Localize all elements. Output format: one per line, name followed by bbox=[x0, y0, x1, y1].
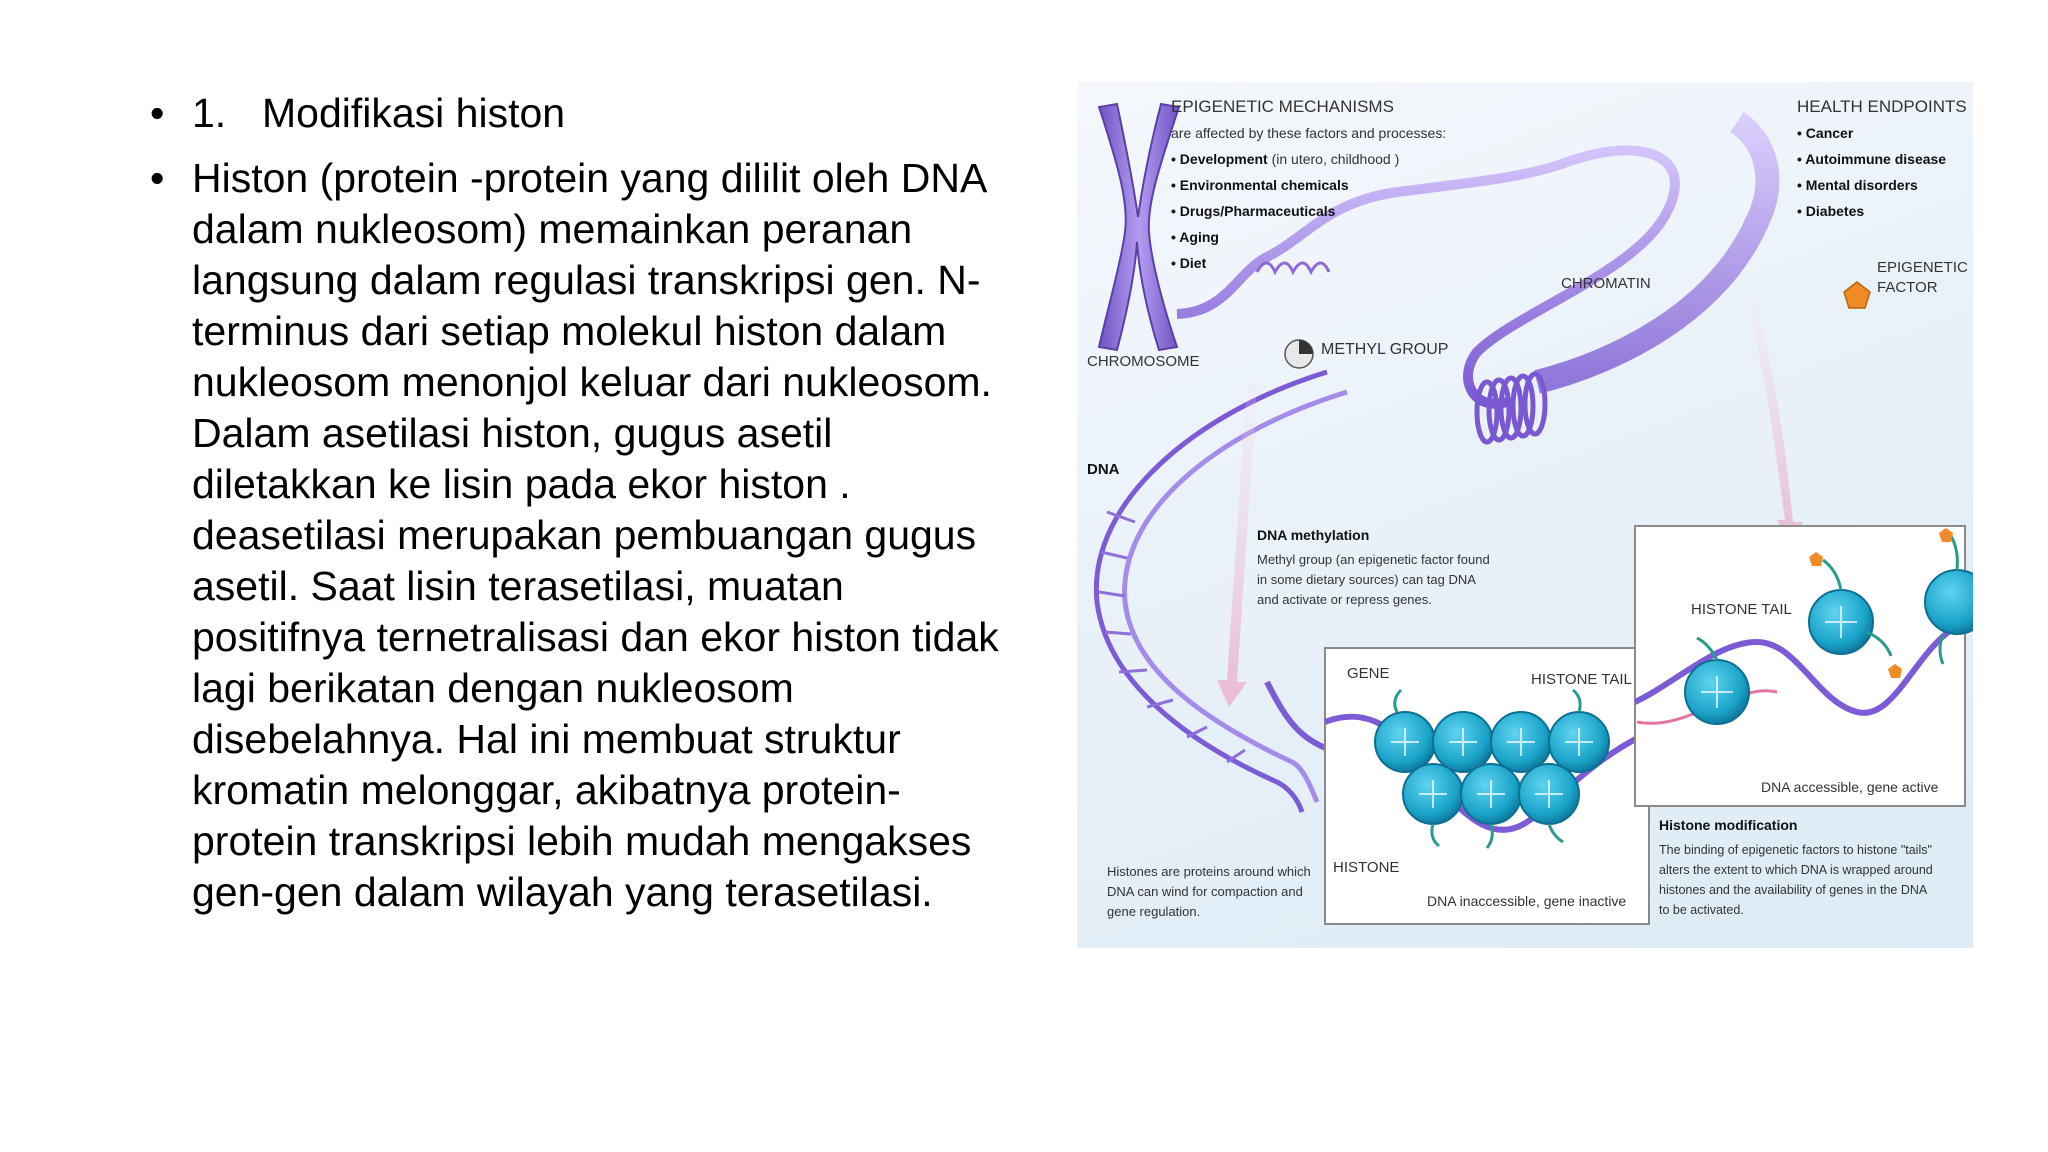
health-endpoints-list bbox=[1797, 125, 1946, 219]
histone-modification-line: histones and the availability of genes in the DNA bbox=[1659, 883, 1928, 897]
bullet-number: 1. bbox=[192, 90, 227, 136]
histones-note-line: DNA can wind for compaction and bbox=[1107, 884, 1303, 899]
gene-label: GENE bbox=[1347, 665, 1390, 682]
histone-tail-label: HISTONE TAIL bbox=[1531, 671, 1632, 688]
active-gene-box bbox=[1635, 526, 1973, 806]
mechanisms-subtitle: are affected by these factors and processes: bbox=[1171, 125, 1447, 141]
epigenetics-diagram bbox=[1077, 82, 1973, 948]
bullet-paragraph-text: Histon (protein -protein yang dililit oleh DNA dalam nukleosom) memainkan peranan langsung dalam regulasi transkripsi gen. N-terminus dari setiap molekul histon dalam nukleosom menonjol keluar dari nukleosom. Dalam asetilasi histon, gugus asetil diletakkan ke lisin pada ekor histon . deasetilasi merupakan pembuangan gugus asetil. Saat lisin terasetilasi, muatan positifnya ternetralisasi dan ekor histon tidak lagi berikatan dengan nukleosom disebelahnya. Hal ini membuat struktur kromatin melonggar, akibatnya protein-protein transkripsi lebih mudah mengakses gen-gen dalam wilayah yang terasetilasi. bbox=[192, 155, 999, 915]
histones-note-line: gene regulation. bbox=[1107, 904, 1201, 919]
epigenetics-figure bbox=[1077, 82, 1973, 948]
dna-methylation-line: and activate or repress genes. bbox=[1257, 592, 1432, 607]
epigenetic-factor-label: FACTOR bbox=[1877, 279, 1938, 296]
dna-methylation-line: Methyl group (an epigenetic factor found bbox=[1257, 552, 1490, 567]
dna-methylation-title: DNA methylation bbox=[1257, 527, 1370, 543]
inactive-gene-box bbox=[1325, 648, 1649, 924]
histone-modification-line: The binding of epigenetic factors to histone "tails" bbox=[1659, 843, 1932, 857]
bullet-list bbox=[150, 88, 1010, 932]
health-endpoint-item: • Autoimmune disease bbox=[1797, 151, 1947, 167]
dna-accessible-label: DNA accessible, gene active bbox=[1761, 779, 1939, 795]
histone-modification-line: alters the extent to which DNA is wrapped around bbox=[1659, 863, 1933, 877]
mechanism-item: • Diet bbox=[1171, 255, 1207, 271]
epigenetic-factor-icon bbox=[1844, 282, 1870, 308]
bullet-item-paragraph bbox=[150, 153, 1010, 918]
methyl-arrow bbox=[1217, 382, 1257, 707]
bullet-heading-text: Modifikasi histon bbox=[262, 90, 566, 136]
histone-tail-label: HISTONE TAIL bbox=[1691, 601, 1792, 618]
epigenetic-factor-label: EPIGENETIC bbox=[1877, 259, 1968, 276]
dna-methylation-line: in some dietary sources) can tag DNA bbox=[1257, 572, 1476, 587]
histone-modification-title: Histone modification bbox=[1659, 817, 1798, 833]
mechanism-item: • Development (in utero, childhood ) bbox=[1171, 151, 1400, 167]
methyl-group-label: METHYL GROUP bbox=[1321, 341, 1449, 358]
mechanism-item: • Environmental chemicals bbox=[1171, 177, 1349, 193]
mechanism-item: • Aging bbox=[1171, 229, 1219, 245]
dna-inaccessible-label: DNA inaccessible, gene inactive bbox=[1427, 893, 1627, 909]
health-endpoints-title: HEALTH ENDPOINTS bbox=[1797, 97, 1967, 116]
mechanism-item: • Drugs/Pharmaceuticals bbox=[1171, 203, 1336, 219]
mechanisms-list bbox=[1171, 151, 1399, 271]
health-endpoint-item: • Diabetes bbox=[1797, 203, 1865, 219]
chromosome-label: CHROMOSOME bbox=[1087, 353, 1200, 370]
chromatin-label: CHROMATIN bbox=[1561, 275, 1651, 292]
dna-label: DNA bbox=[1087, 461, 1120, 478]
histones-note-line: Histones are proteins around which bbox=[1107, 864, 1311, 879]
histone-modification-line: to be activated. bbox=[1659, 903, 1744, 917]
health-endpoint-item: • Mental disorders bbox=[1797, 177, 1918, 193]
factor-arrow bbox=[1747, 302, 1803, 544]
methyl-group-icon bbox=[1285, 340, 1313, 368]
mechanisms-title: EPIGENETIC MECHANISMS bbox=[1171, 97, 1394, 116]
bullet-item-heading bbox=[150, 88, 1010, 139]
histone-label: HISTONE bbox=[1333, 859, 1400, 876]
health-endpoint-item: • Cancer bbox=[1797, 125, 1854, 141]
chromosome-shape bbox=[1099, 104, 1179, 350]
